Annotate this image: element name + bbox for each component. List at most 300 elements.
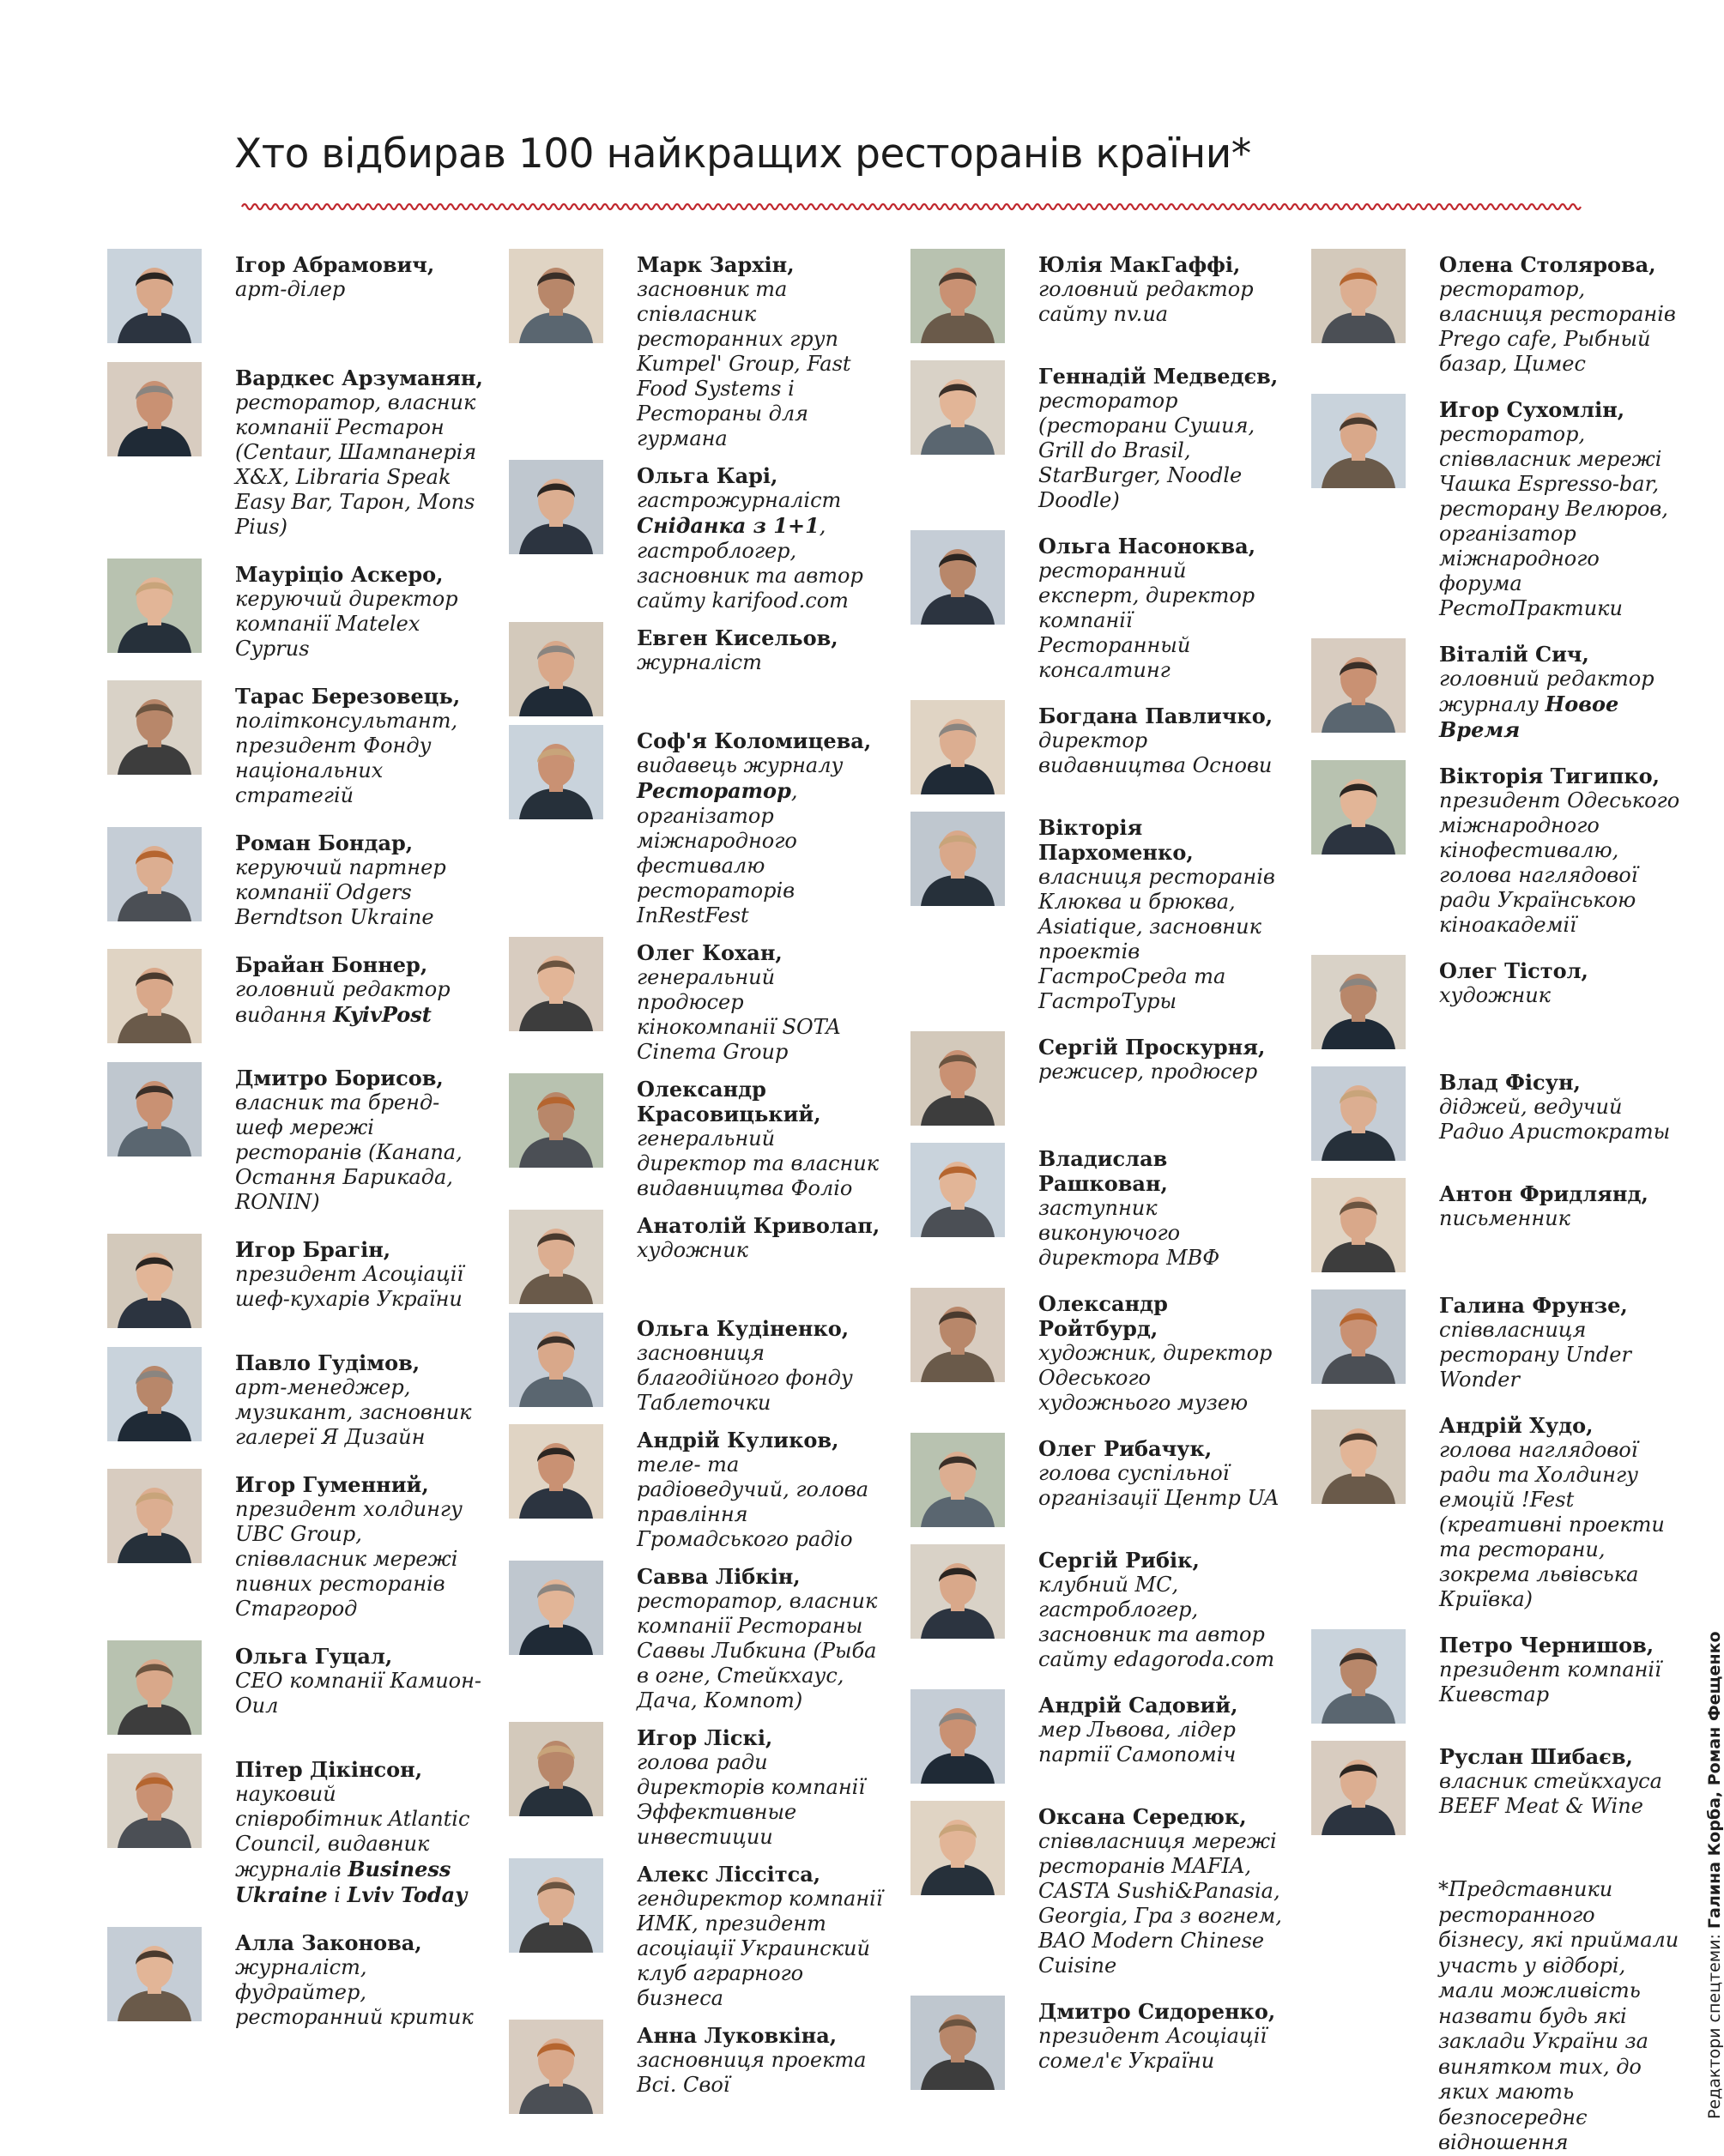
role-text: ресторатор, співвласник мережі Чашка Espresso-bar, ресторану Велюров, організатор міжнародного форума РестоПрактики	[1439, 422, 1668, 620]
portrait-photo	[910, 1288, 1005, 1382]
role-text: ресторатор, власник компанії Рестарон (Centaur, Шампанерія X&X, Libraria Speak Easy Bar, Тарон, Mons Pius)	[235, 390, 477, 539]
role-text: президент холдингу UBC Group, співвласник мережі пивних ресторанів Старгород	[235, 1497, 463, 1621]
column-3	[910, 249, 1288, 2107]
person-role	[235, 1955, 485, 2030]
role-text: гастрожурналіст	[637, 488, 842, 512]
portrait-photo	[910, 1143, 1005, 1237]
person-entry	[509, 1561, 886, 1713]
person-entry	[107, 1927, 485, 2030]
role-text: художник	[1439, 983, 1551, 1007]
person-role	[1439, 422, 1689, 621]
person-entry	[1311, 760, 1689, 938]
role-text: клубний МС, гастроблогер, засновник та автор сайту edagoroda.com	[1038, 1573, 1275, 1671]
person-text	[637, 1424, 886, 1552]
person-name: Вікторія Пархоменко,	[1038, 815, 1194, 865]
person-entry	[107, 827, 485, 930]
person-role	[235, 277, 485, 302]
person-text	[1439, 1410, 1689, 1612]
person-name: Влад Фісун,	[1439, 1070, 1581, 1095]
person-name: Игор Брагін,	[235, 1237, 391, 1262]
person-text	[1038, 1288, 1288, 1416]
role-text: засновниця благодійного фонду Таблеточки	[637, 1341, 853, 1415]
person-role	[235, 1262, 485, 1312]
person-name: Ігор Абрамович,	[235, 252, 435, 277]
person-name: Петро Чернишов,	[1439, 1633, 1654, 1658]
credit-names: Галина Корба, Роман Фещенко	[1705, 1631, 1724, 1930]
person-role	[637, 1341, 886, 1416]
person-entry	[910, 1288, 1288, 1416]
person-entry	[509, 1424, 886, 1552]
role-text: художник, директор Одеського художнього музею	[1038, 1341, 1273, 1415]
person-name: Вікторія Тигипко,	[1439, 764, 1660, 788]
person-entry	[509, 460, 886, 613]
person-name: Роман Бондар,	[235, 830, 414, 855]
person-text	[637, 1561, 886, 1713]
person-name: Олег Рибачук,	[1038, 1436, 1213, 1461]
person-role	[637, 753, 886, 928]
role-text: президент компанії Киевстар	[1439, 1658, 1661, 1706]
role-text: науковий співробітник Atlantic Council, видавник журналів	[235, 1782, 470, 1881]
portrait-photo	[1311, 1289, 1406, 1384]
person-name: Руслан Шибаєв,	[1439, 1744, 1633, 1769]
role-text: режисер, продюсер	[1038, 1060, 1258, 1084]
portrait-photo	[509, 460, 603, 554]
person-name: Пітер Дікінсон,	[235, 1757, 423, 1782]
person-entry	[910, 1031, 1288, 1126]
person-entry	[509, 1210, 886, 1304]
role-text: генеральний директор та власник видавництва Фоліо	[637, 1126, 880, 1200]
person-role	[235, 855, 485, 930]
role-text: керуючий партнер компанії Odgers Berndtson Ukraine	[235, 855, 446, 929]
person-role	[1439, 1318, 1689, 1392]
role-text: співвласниця ресторану Under Wonder	[1439, 1318, 1631, 1392]
person-text	[637, 937, 886, 1065]
person-name: Віталій Сич,	[1439, 642, 1589, 667]
person-name: Юлія МакГаффі,	[1038, 252, 1241, 277]
person-entry	[107, 1754, 485, 1908]
role-text: президент Асоціації шеф-кухарів України	[235, 1262, 464, 1311]
person-entry	[1311, 1289, 1689, 1392]
role-text: ресторатор (ресторани Сушия, Grill do Brasil, StarBurger, Noodle Doodle)	[1038, 389, 1255, 512]
portrait-photo	[107, 1754, 202, 1848]
role-text: засновниця проекта Всі. Свої	[637, 2048, 867, 2097]
column-2	[509, 249, 886, 2123]
person-name: Сергій Проскурня,	[1038, 1035, 1266, 1060]
person-name: Савва Лібкін,	[637, 1564, 801, 1589]
portrait-photo	[910, 1996, 1005, 2090]
person-entry	[1311, 1410, 1689, 1612]
portrait-photo	[107, 559, 202, 653]
role-text: голова ради директорів компанії Эффективные инвестиции	[637, 1750, 866, 1849]
role-publication: Новое Время	[1439, 691, 1619, 742]
editors-credit	[1705, 1604, 1724, 2119]
person-entry	[910, 1801, 1288, 1978]
person-entry	[107, 1234, 485, 1328]
role-text: керуючий директор компанії Matelex Cyprus	[235, 587, 458, 661]
person-role	[637, 965, 886, 1065]
person-role	[637, 277, 886, 451]
person-entry	[107, 949, 485, 1043]
person-role	[1038, 277, 1288, 327]
person-entry	[1311, 1066, 1689, 1161]
person-name: Оксана Середюк,	[1038, 1804, 1247, 1829]
person-role	[1439, 277, 1689, 377]
person-text	[1038, 249, 1288, 327]
portrait-photo	[107, 1640, 202, 1735]
role-text: журналіст	[637, 650, 762, 674]
role-publication: Business Ukraine	[235, 1857, 451, 1907]
person-entry	[910, 1433, 1288, 1527]
role-text: видавець журналу	[637, 753, 844, 777]
person-entry	[1311, 955, 1689, 1049]
portrait-photo	[1311, 638, 1406, 733]
person-name: Игор Гуменний,	[235, 1472, 429, 1497]
role-text: журналіст, фудрайтер, ресторанний критик	[235, 1955, 474, 2029]
person-entry	[509, 1073, 886, 1201]
person-role	[637, 1452, 886, 1552]
person-text	[235, 362, 485, 540]
role-text: генеральний продюсер кінокомпанії SOTA Cinema Group	[637, 965, 841, 1064]
portrait-photo	[1311, 955, 1406, 1049]
person-entry	[107, 1347, 485, 1450]
person-role	[1038, 1341, 1288, 1416]
person-role	[235, 587, 485, 661]
person-role	[1038, 1573, 1288, 1672]
person-name: Марк Зархін,	[637, 252, 795, 277]
portrait-photo	[910, 1801, 1005, 1895]
person-text	[1038, 700, 1288, 778]
role-text: теле- та радіоведучий, голова правління Громадського радіо	[637, 1452, 868, 1551]
footnote: *Представники ресторанного бізнесу, які приймали участь у відборі, мали можливість назвати будь які заклади України за винятком тих, до яких мають безпосереднє відношення	[1438, 1877, 1679, 2154]
portrait-photo	[107, 362, 202, 456]
person-text	[1439, 1741, 1689, 1819]
role-text: заступник виконуючого директора МВФ	[1038, 1196, 1220, 1270]
role-text-cont: , гастроблогер, засновник та автор сайту karifood.com	[637, 514, 863, 613]
portrait-photo	[910, 1544, 1005, 1639]
person-role	[637, 1887, 886, 2011]
portrait-photo	[509, 937, 603, 1031]
person-entry	[910, 1689, 1288, 1784]
person-role	[235, 1669, 485, 1718]
portrait-photo	[910, 1433, 1005, 1527]
portrait-photo	[107, 1062, 202, 1157]
role-text: головний редактор видання	[235, 977, 451, 1027]
person-role	[1439, 1438, 1689, 1612]
person-entry	[509, 622, 886, 716]
role-text: CEO компанії Камион-Оил	[235, 1669, 482, 1718]
person-entry	[107, 680, 485, 808]
role-text: ресторатор, власник компанії Рестораны Саввы Либкина (Рыба в огне, Стейкхаус, Дача, Компот)	[637, 1589, 878, 1712]
person-role	[637, 2048, 886, 2098]
person-text	[1038, 1801, 1288, 1978]
portrait-photo	[107, 949, 202, 1043]
role-text: гендиректор компанії ИМК, президент асоціації Украинский клуб аграрного бизнеса	[637, 1887, 883, 2010]
person-role	[1038, 1461, 1288, 1511]
person-role	[1038, 1829, 1288, 1978]
person-name: Алекс Ліссітса,	[637, 1862, 821, 1887]
person-name: Павло Гудімов,	[235, 1350, 420, 1375]
person-text	[1038, 1689, 1288, 1767]
portrait-photo	[509, 1313, 603, 1407]
person-name: Тарас Березовець,	[235, 684, 461, 709]
portrait-photo	[509, 1424, 603, 1519]
person-role	[1439, 1206, 1689, 1231]
person-role	[235, 977, 485, 1028]
role-text: голова наглядової ради та Холдингу емоцій !Fest (креативні проекти та ресторани, зокрема львівська Криївка)	[1439, 1438, 1665, 1611]
person-name: Евген Кисельов,	[637, 625, 838, 650]
person-role	[637, 650, 886, 675]
role-text: головний редактор сайту nv.ua	[1038, 277, 1254, 326]
column-1	[107, 249, 485, 2049]
person-text	[637, 1210, 886, 1263]
person-text	[1439, 249, 1689, 377]
person-entry	[910, 812, 1288, 1014]
person-entry	[910, 530, 1288, 683]
role-text: арт-ділер	[235, 277, 346, 301]
role-text: художник	[637, 1238, 748, 1262]
person-text	[1038, 1996, 1288, 2074]
portrait-photo	[910, 360, 1005, 455]
portrait-photo	[107, 680, 202, 775]
portrait-photo	[107, 1927, 202, 2021]
person-name: Владислав Рашкован,	[1038, 1146, 1168, 1196]
person-entry	[910, 1544, 1288, 1672]
column-4	[1311, 249, 1689, 1852]
person-entry	[107, 362, 485, 540]
portrait-photo	[1311, 394, 1406, 488]
portrait-photo	[509, 1073, 603, 1168]
person-name: Игор Ліскі,	[637, 1725, 773, 1750]
person-role	[235, 709, 485, 808]
portrait-photo	[509, 1210, 603, 1304]
credit-label: Редактори спецтеми:	[1705, 1934, 1724, 2119]
person-role	[1038, 1060, 1288, 1084]
person-entry	[509, 2020, 886, 2114]
wavy-title-rule	[242, 201, 1577, 213]
person-entry	[509, 1722, 886, 1850]
person-entry	[1311, 1741, 1689, 1835]
person-name: Ольга Карі,	[637, 463, 778, 488]
person-entry	[1311, 1178, 1689, 1272]
person-text	[235, 1234, 485, 1312]
person-role	[1038, 1196, 1288, 1271]
person-name: Олена Столярова,	[1439, 252, 1656, 277]
person-name: Ольга Насоноква,	[1038, 534, 1256, 559]
person-name: Вардкес Арзуманян,	[235, 365, 483, 390]
person-entry	[910, 700, 1288, 794]
person-name: Андрій Худо,	[1439, 1413, 1594, 1438]
person-entry	[107, 1469, 485, 1622]
person-entry	[509, 937, 886, 1065]
role-text: мер Львова, лідер партії Самопоміч	[1038, 1718, 1237, 1766]
role-text: директор видавництва Основи	[1038, 728, 1273, 777]
person-text	[637, 725, 886, 928]
person-name: Алла Законова,	[235, 1930, 422, 1955]
person-text	[235, 1347, 485, 1450]
role-text: власниця ресторанів Клюква и брюква, Asiatique, засновник проектів ГастроСреда та ГастроТуры	[1038, 865, 1275, 1013]
person-text	[637, 1073, 886, 1201]
portrait-photo	[107, 1469, 202, 1563]
person-entry	[107, 1062, 485, 1215]
person-entry	[910, 249, 1288, 343]
person-name: Олег Тістол,	[1439, 958, 1588, 983]
portrait-photo	[107, 1234, 202, 1328]
person-entry	[910, 1996, 1288, 2090]
portrait-photo	[509, 1722, 603, 1816]
person-role	[1038, 1718, 1288, 1767]
person-role	[235, 390, 485, 540]
person-text	[637, 1722, 886, 1850]
portrait-photo	[107, 827, 202, 921]
person-name: Андрій Садовий,	[1038, 1693, 1238, 1718]
person-text	[637, 622, 886, 675]
person-role	[637, 1750, 886, 1850]
person-text	[637, 249, 886, 451]
role-text: президент Одеського міжнародного кінофестивалю, голова наглядової ради Українською кіноакадемії	[1439, 788, 1680, 937]
person-text	[1439, 1289, 1689, 1392]
portrait-photo	[1311, 760, 1406, 855]
role-publication: KyivPost	[333, 1002, 432, 1027]
person-text	[637, 460, 886, 613]
person-name: Богдана Павличко,	[1038, 704, 1273, 728]
person-text	[235, 1469, 485, 1622]
person-role	[637, 488, 886, 613]
person-entry	[910, 1143, 1288, 1271]
person-role	[1038, 389, 1288, 513]
person-name: Олександр Красовицький,	[637, 1077, 821, 1126]
portrait-photo	[910, 1031, 1005, 1126]
person-entry	[1311, 638, 1689, 743]
portrait-photo	[509, 249, 603, 343]
person-entry	[509, 725, 886, 928]
person-role	[1439, 1769, 1689, 1819]
portrait-photo	[509, 2020, 603, 2114]
person-name: Игор Сухомлін,	[1439, 397, 1625, 422]
person-role	[637, 1126, 886, 1201]
role-text: ресторанний експерт, директор компанії Ресторанный консалтинг	[1038, 559, 1255, 682]
person-role	[1439, 667, 1689, 743]
page-title: Хто відбирав 100 найкращих ресторанів країни*	[234, 130, 1251, 178]
person-entry	[1311, 1629, 1689, 1724]
person-entry	[107, 249, 485, 343]
role-text: співвласниця мережі ресторанів MAFIA, CASTA Sushi&Panasia, Georgia, Гра з вогнем, BAO Modern Chinese Cuisine	[1038, 1829, 1282, 1978]
person-text	[235, 949, 485, 1028]
person-name: Сергій Рибік,	[1038, 1548, 1200, 1573]
role-text: голова суспільної організації Центр UA	[1038, 1461, 1279, 1510]
person-text	[235, 1927, 485, 2030]
portrait-photo	[910, 249, 1005, 343]
person-role	[1439, 1658, 1689, 1707]
person-text	[235, 680, 485, 808]
portrait-photo	[509, 1561, 603, 1655]
person-text	[1439, 394, 1689, 621]
role-text-cont: , організатор міжнародного фестивалю рестораторів InRestFest	[637, 779, 798, 927]
portrait-photo	[1311, 249, 1406, 343]
role-text: власник стейкхауса BEEF Meat & Wine	[1439, 1769, 1662, 1818]
portrait-photo	[1311, 1066, 1406, 1161]
portrait-photo	[910, 1689, 1005, 1784]
person-text	[637, 1313, 886, 1416]
person-text	[1439, 638, 1689, 743]
role-text: політконсультант, президент Фонду національних стратегій	[235, 709, 458, 807]
person-role	[1439, 788, 1689, 938]
person-text	[1439, 1629, 1689, 1707]
person-text	[1038, 1544, 1288, 1672]
person-entry	[107, 559, 485, 661]
person-name: Анна Луковкіна,	[637, 2023, 838, 2048]
person-name: Дмитро Сидоренко,	[1038, 1999, 1276, 2024]
person-text	[235, 1640, 485, 1718]
person-role	[1038, 559, 1288, 683]
role-text: президент Асоціації сомел'є України	[1038, 2024, 1267, 2073]
person-text	[235, 559, 485, 661]
person-text	[1038, 1433, 1288, 1511]
person-entry	[509, 249, 886, 451]
portrait-photo	[910, 812, 1005, 906]
role-text: арт-менеджер, музикант, засновник галереї Я Дизайн	[235, 1375, 472, 1449]
person-text	[1038, 1143, 1288, 1271]
person-role	[1038, 2024, 1288, 2074]
portrait-photo	[509, 725, 603, 819]
portrait-photo	[107, 249, 202, 343]
person-name: Андрій Куликов,	[637, 1428, 839, 1452]
person-entry	[107, 1640, 485, 1735]
portrait-photo	[509, 1858, 603, 1953]
role-publication: Ресторатор	[637, 778, 791, 803]
person-text	[235, 1062, 485, 1215]
person-text	[235, 249, 485, 302]
person-text	[1439, 1178, 1689, 1231]
person-name: Олександр Ройтбурд,	[1038, 1291, 1168, 1341]
person-role	[235, 1497, 485, 1622]
person-name: Ольга Гуцал,	[235, 1644, 393, 1669]
person-text	[235, 827, 485, 930]
person-entry	[1311, 394, 1689, 621]
person-name: Антон Фридлянд,	[1439, 1181, 1648, 1206]
person-role	[1038, 728, 1288, 778]
role-text: засновник та співласник ресторанних груп Kumpel' Group, Fast Food Systems і Рестораны для гурмана	[637, 277, 851, 450]
portrait-photo	[1311, 1629, 1406, 1724]
portrait-photo	[1311, 1410, 1406, 1504]
person-text	[637, 1858, 886, 2011]
person-text	[1038, 812, 1288, 1014]
person-role	[1439, 1095, 1689, 1144]
role-text: письменник	[1439, 1206, 1570, 1230]
person-text	[1439, 760, 1689, 938]
portrait-photo	[1311, 1178, 1406, 1272]
person-text	[1038, 1031, 1288, 1084]
person-role	[235, 1375, 485, 1450]
person-name: Галина Фрунзе,	[1439, 1293, 1628, 1318]
role-text: власник та бренд-шеф мережі ресторанів (Канапа, Остання Барикада, RONIN)	[235, 1090, 463, 1214]
role-publication: Сніданка з 1+1	[637, 513, 820, 538]
person-text	[1439, 1066, 1689, 1144]
role-text: ресторатор, власниця ресторанів Prego cafe, Рыбный базар, Цимес	[1439, 277, 1676, 376]
person-text	[1038, 360, 1288, 513]
person-role	[1439, 983, 1689, 1008]
person-text	[637, 2020, 886, 2098]
person-text	[235, 1754, 485, 1908]
person-role	[637, 1238, 886, 1263]
person-name: Анатолій Криволап,	[637, 1213, 880, 1238]
person-entry	[1311, 249, 1689, 377]
person-role	[235, 1090, 485, 1215]
person-name: Брайан Боннер,	[235, 952, 428, 977]
person-name: Дмитро Борисов,	[235, 1066, 444, 1090]
person-name: Олег Кохан,	[637, 940, 783, 965]
person-name: Мауріціо Аскеро,	[235, 562, 444, 587]
role-text: головний редактор журналу	[1439, 667, 1654, 716]
